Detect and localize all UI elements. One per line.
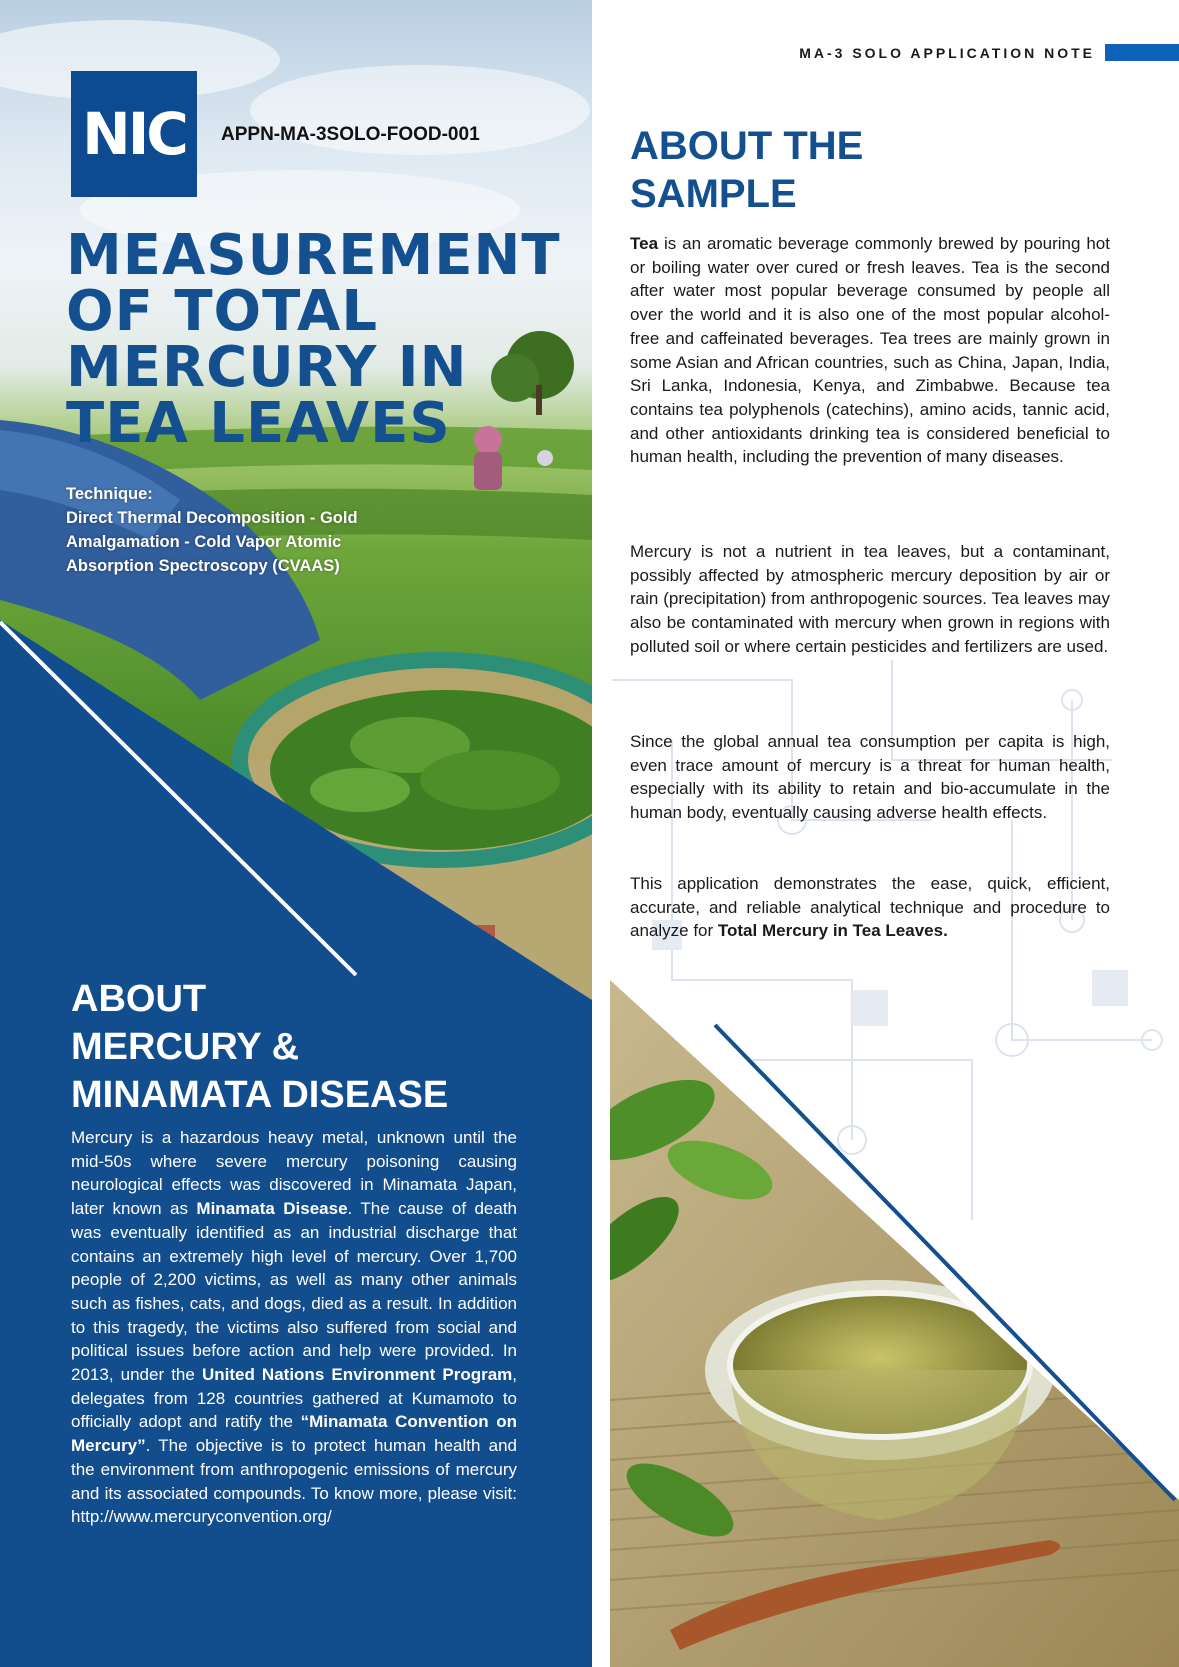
technique-label: Technique: [66, 485, 153, 503]
tea-term: Tea [630, 234, 659, 253]
title-line-3: MERCURY IN [66, 335, 468, 400]
mercury-text-part-3: , delegates from 128 countries gathered at Kumamoto to officially adopt and ratify the [71, 1365, 518, 1432]
minamata-convention-term: “Minamata Convention on Mercury” [71, 1412, 517, 1456]
sample-paragraph-1-text: is an aromatic beverage commonly brewed by pouring hot or boiling water over cured or fresh leaves. Tea is the second after water most popular beverage consumed by people all over the world and it is also one of the most popular alcohol-free and caffeinated beverages. Tea trees are mainly grown in some Asian and African countries, such as China, Japan, India, Sri Lanka, Indonesia, Kenya, and Zimbabwe. Because tea contains tea polyphenols (catechins), amino acids, tannic acid, and other antioxidants drinking tea is considered beneficial to human health, including the prevention of many diseases. [630, 234, 1110, 467]
nic-logo [71, 71, 197, 197]
sample-section-heading [630, 122, 1130, 218]
mercury-text-part-2: . The cause of death was eventually identified as an industrial discharge that contains an extremely high level of mercury. Over 1,700 people of 2,200 victims, as well as many other animals such as fishes, cats, and dogs, died as a result. In addition to this tragedy, the victims also suffered from social and political issues before action and help were provided. In 2013, under the [71, 1199, 517, 1385]
title-line-4: TEA LEAVES [66, 391, 451, 456]
logo-text: NIC [82, 100, 186, 168]
minamata-disease-term: Minamata Disease [196, 1199, 348, 1219]
technique-line-2: Amalgamation - Cold Vapor Atomic [66, 533, 342, 551]
mercury-text-part-1: Mercury is a hazardous heavy metal, unknown until the mid-50s where severe mercury poisoning causing neurological effects was discovered in Minamata Japan, later known as [71, 1128, 517, 1219]
mercury-heading-line-1: ABOUT [71, 978, 207, 1020]
tea-diagonal-line [610, 980, 1179, 1667]
sample-paragraph-3: Since the global annual tea consumption per capita is high, even trace amount of mercury is a threat for human health, especially with its ability to retain and bio-accumulate in the human body, eventually causing adverse health effects. [630, 732, 1110, 823]
sample-heading-line-1: ABOUT THE [630, 124, 864, 168]
sample-paragraph-4 [630, 872, 1110, 943]
sample-paragraph-4-text: This application demonstrates the ease, quick, efficient, accurate, and reliable analytical technique and procedure to analyze for [630, 874, 1110, 941]
mercury-heading-line-2: MERCURY & [71, 1026, 300, 1068]
document-code: APPN-MA-3SOLO-FOOD-001 [221, 124, 480, 145]
mercury-section-heading [71, 975, 551, 1119]
mercury-text-part-4: . The objective is to protect human health and the environment from anthropogenic emissions of mercury and its associated compounds. To know more, please visit: http://www.mercuryconvention.org/ [71, 1436, 517, 1527]
page-title [66, 223, 586, 456]
total-mercury-term: Total Mercury in Tea Leaves. [717, 921, 948, 941]
header-accent-bar [1105, 44, 1179, 61]
mercury-section-body [71, 1126, 517, 1529]
mercury-heading-line-3: MINAMATA DISEASE [71, 1074, 449, 1116]
title-line-2: OF TOTAL [66, 279, 379, 344]
technique-block [66, 482, 446, 578]
technique-line-3: Absorption Spectroscopy (CVAAS) [66, 557, 340, 575]
unep-term: United Nations Environment Program [201, 1365, 513, 1385]
title-line-1: MEASUREMENT [66, 223, 561, 288]
application-note-label: MA-3 SOLO APPLICATION NOTE [799, 45, 1095, 61]
technique-line-1: Direct Thermal Decomposition - Gold [66, 509, 358, 527]
sample-heading-line-2: SAMPLE [630, 172, 797, 216]
sample-paragraph-1 [630, 232, 1110, 469]
sample-paragraph-2: Mercury is not a nutrient in tea leaves, but a contaminant, possibly affected by atmospheric mercury deposition by air or rain (precipitation) from anthropogenic sources. Tea leaves may also be contaminated with mercury when grown in regions with polluted soil or where certain pesticides and fertilizers are used. [630, 542, 1110, 656]
